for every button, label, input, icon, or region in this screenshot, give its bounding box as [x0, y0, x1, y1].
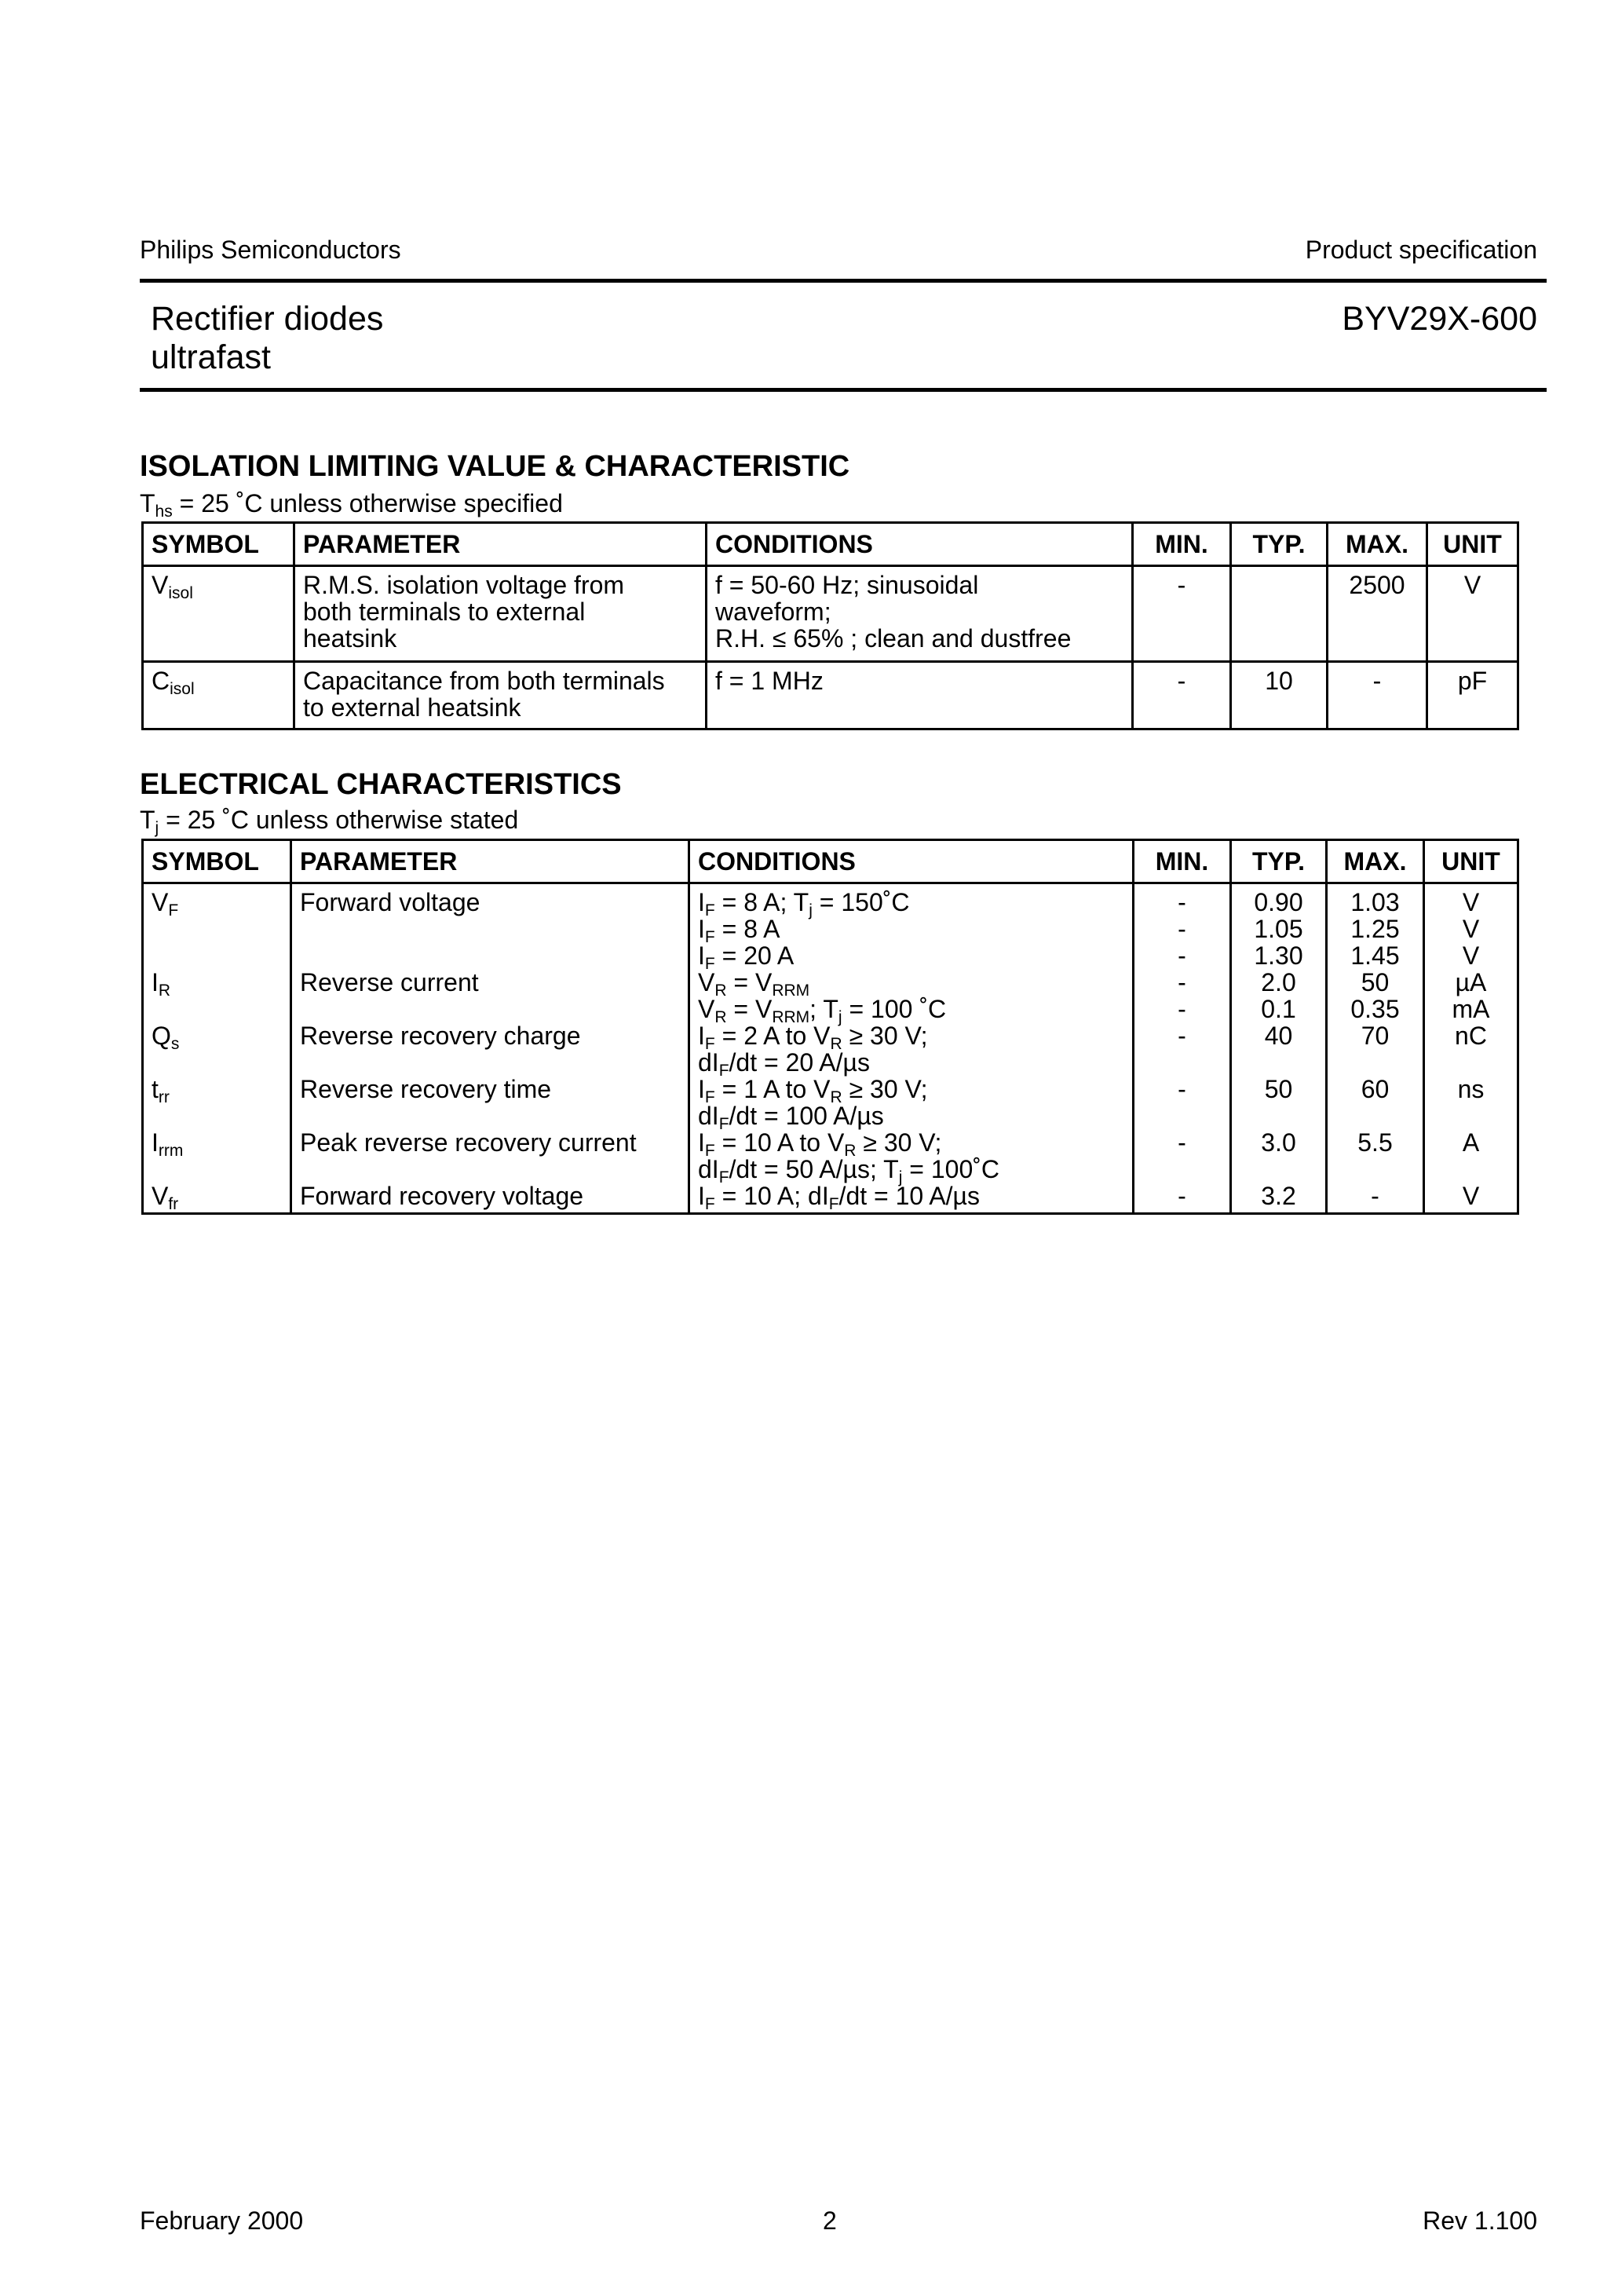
- unit-cell: V: [1427, 566, 1518, 662]
- col-header: SYMBOL: [143, 840, 291, 883]
- condition-line: $I_F = 2$ A to $V_R \ge 30$ V;: [698, 1022, 928, 1053]
- spacer-line: [300, 1049, 680, 1076]
- min-line: -: [1178, 1182, 1186, 1210]
- symbol-cell: $V_{isol}$: [143, 566, 294, 662]
- min-line: -: [1178, 1128, 1186, 1157]
- typ-line: 1.05: [1254, 915, 1303, 943]
- spacer-line: [1433, 1156, 1509, 1183]
- spacer-line: [1335, 1156, 1415, 1183]
- header-top-rule: [140, 279, 1547, 283]
- note-text: = 25 ˚C unless otherwise specified: [172, 489, 563, 517]
- max-cell: -: [1328, 662, 1427, 729]
- parameter-line: Reverse current: [300, 968, 479, 996]
- typ-line: 2.0: [1261, 968, 1296, 996]
- parameter-line: Forward recovery voltage: [300, 1182, 584, 1210]
- col-header: MAX.: [1327, 840, 1424, 883]
- footer-revision: Rev 1.100: [1423, 2206, 1537, 2235]
- spacer-line: [1335, 1049, 1415, 1076]
- spacer-line: [1142, 1049, 1222, 1076]
- parameter-cell: Capacitance from both terminals to external heatsink: [294, 662, 707, 729]
- spacer-line: [1433, 1102, 1509, 1129]
- symbol-line: [152, 916, 282, 942]
- min-cell: -: [1133, 662, 1231, 729]
- min-line: -: [1178, 1075, 1186, 1103]
- col-header: SYMBOL: [143, 523, 294, 566]
- footer-page-number: 2: [823, 2206, 837, 2235]
- spacer-line: [1240, 1102, 1317, 1129]
- condition-line: $I_F = 10$ A; $dI_F/dt = 10$ A/µs: [698, 1182, 980, 1213]
- condition-line: $dI_F/dt = 100$ A/µs: [698, 1102, 884, 1133]
- spacer-line: [152, 1049, 282, 1076]
- header-bottom-rule: [140, 388, 1547, 392]
- max-line: 1.45: [1350, 941, 1400, 970]
- product-title-line1: Rectifier diodes: [151, 300, 384, 338]
- max-line: 1.03: [1350, 888, 1400, 916]
- max-line: 70: [1361, 1022, 1390, 1050]
- col-header: PARAMETER: [291, 840, 689, 883]
- typ-line: 3.0: [1261, 1128, 1296, 1157]
- typ-line: 40: [1264, 1022, 1293, 1050]
- conditions-cell: f = 1 MHz: [707, 662, 1133, 729]
- symbol-line: $V_{fr}$: [152, 1182, 179, 1213]
- unit-column: [1424, 883, 1518, 1214]
- table-body: [143, 883, 1518, 1214]
- condition-line: $I_F = 8$ A: [698, 915, 780, 946]
- typ-line: 0.1: [1261, 995, 1296, 1023]
- unit-line: V: [1462, 1182, 1480, 1210]
- parameter-column: [291, 883, 689, 1214]
- typ-line: 1.30: [1254, 941, 1303, 970]
- spacer-line: [1142, 1156, 1222, 1183]
- spacer-line: [1433, 1049, 1509, 1076]
- unit-cell: pF: [1427, 662, 1518, 729]
- max-column: [1327, 883, 1424, 1214]
- parameter-line: Peak reverse recovery current: [300, 1128, 637, 1157]
- spacer-line: [1240, 1049, 1317, 1076]
- unit-line: V: [1462, 888, 1480, 916]
- note-subscript: j: [155, 819, 159, 837]
- col-header: TYP.: [1231, 523, 1328, 566]
- parameter-line: Reverse recovery time: [300, 1075, 552, 1103]
- document-type: Product specification: [1305, 236, 1537, 264]
- unit-line: µA: [1455, 968, 1487, 996]
- col-header: UNIT: [1427, 523, 1518, 566]
- product-title: [151, 300, 383, 377]
- condition-line: $dI_F/dt = 50$ A/µs; $T_j$ = 100˚C: [698, 1155, 999, 1186]
- unit-line: nC: [1455, 1022, 1487, 1050]
- typ-line: 3.2: [1261, 1182, 1296, 1210]
- spacer-line: [152, 1156, 282, 1183]
- unit-line: A: [1462, 1128, 1480, 1157]
- min-line: -: [1178, 941, 1186, 970]
- electrical-condition-note: [140, 806, 518, 838]
- note-symbol: T: [140, 489, 155, 517]
- col-header: PARAMETER: [294, 523, 707, 566]
- symbol-line: $t_{rr}$: [152, 1075, 170, 1106]
- typ-cell: 10: [1231, 662, 1328, 729]
- max-line: -: [1371, 1182, 1379, 1210]
- parameter-line: Reverse recovery charge: [300, 1022, 581, 1050]
- spacer-line: [1142, 1102, 1222, 1129]
- symbol-line: $V_F$: [152, 888, 179, 919]
- parameter-line: [300, 996, 680, 1022]
- spacer-line: [152, 1102, 282, 1129]
- conditions-column: [689, 883, 1134, 1214]
- parameter-line: [300, 942, 680, 969]
- col-header: CONDITIONS: [707, 523, 1133, 566]
- typ-line: 50: [1264, 1075, 1293, 1103]
- table-row: [143, 662, 1518, 729]
- symbol-line: [152, 942, 282, 969]
- product-title-line2: ultrafast: [151, 338, 271, 376]
- unit-line: V: [1462, 915, 1480, 943]
- condition-line: $I_F = 20$ A: [698, 941, 795, 973]
- col-header: TYP.: [1231, 840, 1327, 883]
- col-header: CONDITIONS: [689, 840, 1134, 883]
- symbol-column: [143, 883, 291, 1214]
- condition-line: $I_F = 10$ A to $V_R \ge 30$ V;: [698, 1128, 942, 1160]
- spacer-line: [300, 1156, 680, 1183]
- max-line: 5.5: [1357, 1128, 1393, 1157]
- max-line: 60: [1361, 1075, 1390, 1103]
- isolation-section-title: ISOLATION LIMITING VALUE & CHARACTERISTIC: [140, 450, 850, 483]
- parameter-line: Forward voltage: [300, 888, 480, 916]
- unit-line: mA: [1452, 995, 1490, 1023]
- footer-date: February 2000: [140, 2206, 304, 2235]
- isolation-condition-note: [140, 489, 563, 521]
- symbol-cell: $C_{isol}$: [143, 662, 294, 729]
- spacer-line: [1335, 1102, 1415, 1129]
- spacer-line: [1240, 1156, 1317, 1183]
- note-symbol: T: [140, 806, 155, 834]
- note-text: = 25 ˚C unless otherwise stated: [159, 806, 519, 834]
- table-row: [143, 566, 1518, 662]
- spacer-line: [300, 1102, 680, 1129]
- min-line: -: [1178, 968, 1186, 996]
- col-header: MIN.: [1133, 523, 1231, 566]
- company-name: Philips Semiconductors: [140, 236, 401, 264]
- max-line: 50: [1361, 968, 1390, 996]
- min-line: -: [1178, 915, 1186, 943]
- max-line: 0.35: [1350, 995, 1400, 1023]
- typ-line: 0.90: [1254, 888, 1303, 916]
- condition-line: $dI_F/dt = 20$ A/µs: [698, 1048, 870, 1080]
- parameter-cell: R.M.S. isolation voltage from both terminals to external heatsink: [294, 566, 707, 662]
- condition-line: $I_F = 8$ A; $T_j$ = 150˚C: [698, 888, 910, 919]
- col-header: MAX.: [1328, 523, 1427, 566]
- unit-line: ns: [1457, 1075, 1485, 1103]
- col-header: UNIT: [1424, 840, 1518, 883]
- unit-line: V: [1462, 941, 1480, 970]
- condition-line: $V_R = V_{RRM}$; $T_j = 100$ ˚C: [698, 995, 947, 1026]
- col-header: MIN.: [1134, 840, 1231, 883]
- typ-column: [1231, 883, 1327, 1214]
- min-cell: -: [1133, 566, 1231, 662]
- symbol-line: $Q_s$: [152, 1022, 180, 1053]
- min-line: -: [1178, 995, 1186, 1023]
- max-line: 1.25: [1350, 915, 1400, 943]
- note-subscript: hs: [155, 503, 173, 521]
- parameter-line: [300, 916, 680, 942]
- symbol-line: [152, 996, 282, 1022]
- symbol-line: $I_{rrm}$: [152, 1128, 184, 1160]
- table-header-row: [143, 523, 1518, 566]
- min-line: -: [1178, 888, 1186, 916]
- min-line: -: [1178, 1022, 1186, 1050]
- electrical-section-title: ELECTRICAL CHARACTERISTICS: [140, 768, 622, 801]
- part-number: BYV29X-600: [1342, 300, 1537, 338]
- conditions-cell: f = 50-60 Hz; sinusoidal waveform; R.H. ≤ 65% ; clean and dustfree: [707, 566, 1133, 662]
- typ-cell: [1231, 566, 1328, 662]
- condition-line: $V_R = V_{RRM}$: [698, 968, 810, 1000]
- table-header-row: [143, 840, 1518, 883]
- isolation-table: [141, 521, 1519, 730]
- max-cell: 2500: [1328, 566, 1427, 662]
- electrical-table: [141, 839, 1519, 1215]
- condition-line: $I_F = 1$ A to $V_R \ge 30$ V;: [698, 1075, 928, 1106]
- symbol-line: $I_R$: [152, 968, 171, 1000]
- min-column: [1134, 883, 1231, 1214]
